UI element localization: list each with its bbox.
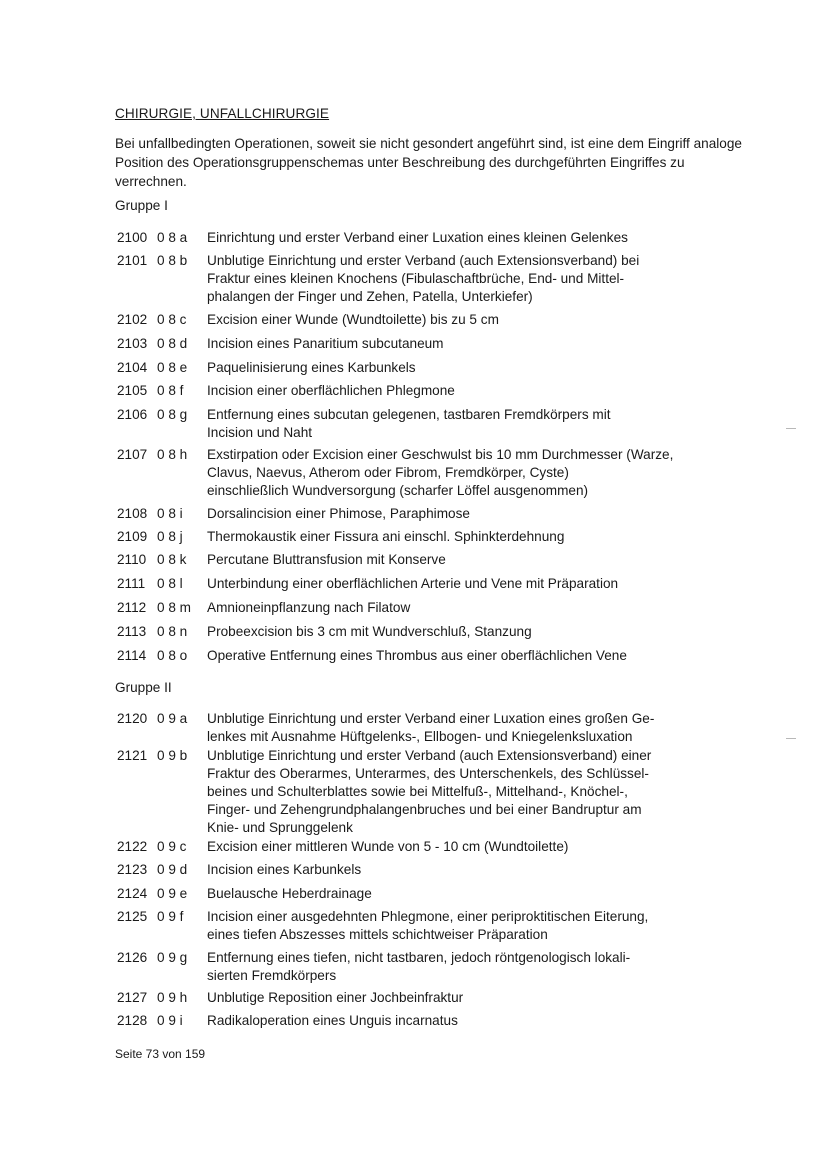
tariff-description [207, 382, 727, 400]
description-line: Buelausche Heberdrainage [207, 886, 372, 901]
tariff-code: 0 9 b [157, 748, 188, 763]
description-line: Amnioneinpflanzung nach Filatow [207, 600, 411, 615]
tariff-row [117, 335, 727, 353]
tariff-description [207, 505, 727, 523]
tariff-row [117, 710, 727, 746]
tariff-number: 2113 [117, 624, 147, 639]
tariff-code: 0 8 e [157, 360, 188, 375]
tariff-code: 0 8 o [157, 648, 188, 663]
tariff-code: 0 8 h [157, 447, 188, 462]
tariff-row [117, 311, 727, 329]
description-line: Incision und Naht [207, 425, 313, 440]
description-line: beines und Schulterblattes sowie bei Mittelfuß-, Mittelhand-, Knöchel-, [207, 784, 628, 799]
tariff-description [207, 1012, 727, 1030]
tariff-number: 2120 [117, 711, 148, 726]
tariff-code: 0 9 d [157, 862, 188, 877]
tariff-row [117, 406, 727, 442]
description-line: Unterbindung einer oberflächlichen Arterie und Vene mit Präparation [207, 576, 619, 591]
tariff-number: 2122 [117, 839, 148, 854]
tariff-number: 2107 [117, 447, 148, 462]
description-line: Entfernung eines tiefen, nicht tastbaren, jedoch röntgenologisch lokali- [207, 950, 631, 965]
page-title: CHIRURGIE, UNFALLCHIRURGIE [115, 106, 330, 121]
tariff-description [207, 647, 727, 665]
tariff-description [207, 575, 727, 593]
tariff-description [207, 599, 727, 617]
tariff-description [207, 528, 727, 546]
tariff-row [117, 575, 727, 593]
description-line: Unblutige Einrichtung und erster Verband einer Luxation eines großen Ge- [207, 711, 655, 726]
tariff-code: 0 9 g [157, 950, 188, 965]
tariff-code: 0 8 j [157, 529, 183, 544]
tariff-number: 2110 [117, 552, 147, 567]
description-line: Operative Entfernung eines Thrombus aus einer oberflächlichen Vene [207, 648, 627, 663]
tariff-code: 0 8 g [157, 407, 188, 422]
tariff-number: 2124 [117, 886, 148, 901]
tariff-description [207, 989, 727, 1007]
tariff-row [117, 861, 727, 879]
tariff-number: 2103 [117, 336, 148, 351]
description-line: Excision einer mittleren Wunde von 5 - 10 cm (Wundtoilette) [207, 839, 569, 854]
description-line: Thermokaustik einer Fissura ani einschl. Sphinkterdehnung [207, 529, 565, 544]
tariff-row [117, 623, 727, 641]
tariff-row [117, 382, 727, 400]
description-line: Incision eines Karbunkels [207, 862, 362, 877]
description-line: Fraktur des Oberarmes, Unterarmes, des Unterschenkels, des Schlüssel- [207, 766, 649, 781]
scan-artifact [786, 738, 796, 739]
tariff-number: 2127 [117, 990, 148, 1005]
tariff-row [117, 229, 727, 247]
tariff-number: 2128 [117, 1013, 148, 1028]
description-line: Probeexcision bis 3 cm mit Wundverschluß, Stanzung [207, 624, 532, 639]
description-line: eines tiefen Abszesses mittels schichtweiser Präparation [207, 927, 548, 942]
tariff-number: 2100 [117, 230, 148, 245]
tariff-code: 0 8 n [157, 624, 188, 639]
description-line: Einrichtung und erster Verband einer Luxation eines kleinen Gelenkes [207, 230, 628, 245]
tariff-number: 2111 [117, 576, 146, 591]
tariff-number: 2101 [117, 253, 148, 268]
tariff-number: 2104 [117, 360, 148, 375]
tariff-code: 0 8 f [157, 383, 184, 398]
tariff-number: 2108 [117, 506, 148, 521]
tariff-number: 2114 [117, 648, 147, 663]
tariff-number: 2102 [117, 312, 148, 327]
tariff-row [117, 838, 727, 856]
description-line: Clavus, Naevus, Atherom oder Fibrom, Fremdkörper, Cyste) [207, 465, 569, 480]
description-line: Incision eines Panaritium subcutaneum [207, 336, 444, 351]
description-line: Paquelinisierung eines Karbunkels [207, 360, 416, 375]
tariff-number: 2109 [117, 529, 148, 544]
tariff-description [207, 908, 727, 944]
description-line: Entfernung eines subcutan gelegenen, tastbaren Fremdkörpers mit [207, 407, 611, 422]
description-line: Finger- und Zehengrundphalangenbruches und bei einer Bandruptur am [207, 802, 642, 817]
tariff-row [117, 949, 727, 985]
description-line: Unblutige Einrichtung und erster Verband (auch Extensionsverband) bei [207, 253, 640, 268]
tariff-row [117, 551, 727, 569]
description-line: Unblutige Einrichtung und erster Verband (auch Extensionsverband) einer [207, 748, 652, 763]
tariff-number: 2121 [117, 748, 148, 763]
description-line: Dorsalincision einer Phimose, Paraphimose [207, 506, 470, 521]
tariff-description [207, 311, 727, 329]
tariff-code: 0 8 i [157, 506, 183, 521]
tariff-code: 0 8 c [157, 312, 187, 327]
tariff-description [207, 551, 727, 569]
tariff-description [207, 252, 727, 306]
description-line: einschließlich Wundversorgung (scharfer Löffel ausgenommen) [207, 483, 589, 498]
description-line: Unblutige Reposition einer Jochbeinfraktur [207, 990, 464, 1005]
tariff-description [207, 949, 727, 985]
tariff-description [207, 446, 727, 500]
tariff-number: 2106 [117, 407, 148, 422]
tariff-row [117, 747, 727, 837]
description-line: Radikaloperation eines Unguis incarnatus [207, 1013, 458, 1028]
tariff-code: 0 9 e [157, 886, 188, 901]
description-line: sierten Fremdkörpers [207, 968, 337, 983]
description-line: Exstirpation oder Excision einer Geschwulst bis 10 mm Durchmesser (Warze, [207, 447, 674, 462]
tariff-code: 0 9 i [157, 1013, 183, 1028]
tariff-row [117, 505, 727, 523]
tariff-code: 0 9 h [157, 990, 188, 1005]
description-line: Incision einer oberflächlichen Phlegmone [207, 383, 455, 398]
description-line: Fraktur eines kleinen Knochens (Fibulaschaftbrüche, End- und Mittel- [207, 271, 625, 286]
tariff-row [117, 885, 727, 903]
tariff-row [117, 647, 727, 665]
scan-artifact [786, 428, 796, 429]
group-heading-2: Gruppe II [115, 680, 172, 695]
group-heading-1: Gruppe I [115, 198, 168, 213]
page-footer: Seite 73 von 159 [115, 1047, 206, 1061]
tariff-description [207, 359, 727, 377]
tariff-description [207, 406, 727, 442]
tariff-code: 0 8 k [157, 552, 187, 567]
tariff-code: 0 8 a [157, 230, 188, 245]
tariff-description [207, 747, 727, 837]
description-line: lenkes mit Ausnahme Hüftgelenks-, Ellbogen- und Kniegelenksluxation [207, 729, 633, 744]
tariff-row [117, 252, 727, 306]
tariff-description [207, 229, 727, 247]
tariff-number: 2105 [117, 383, 148, 398]
tariff-row [117, 359, 727, 377]
tariff-code: 0 9 c [157, 839, 187, 854]
description-line: Knie- und Sprunggelenk [207, 820, 353, 835]
intro-paragraph: Bei unfallbedingten Operationen, soweit sie nicht gesondert angeführt sind, ist eine dem Eingriff analoge Position des Operationsgruppenschemas unter Beschreibung des durchgeführten Eingriffes zu verrechnen. [115, 136, 742, 189]
tariff-row [117, 1012, 727, 1030]
tariff-number: 2126 [117, 950, 148, 965]
tariff-row [117, 908, 727, 944]
tariff-description [207, 710, 727, 746]
description-line: Excision einer Wunde (Wundtoilette) bis zu 5 cm [207, 312, 499, 327]
tariff-code: 0 9 a [157, 711, 188, 726]
tariff-code: 0 9 f [157, 909, 184, 924]
description-line: Incision einer ausgedehnten Phlegmone, einer periproktitischen Eiterung, [207, 909, 649, 924]
tariff-row [117, 599, 727, 617]
tariff-row [117, 446, 727, 500]
tariff-number: 2125 [117, 909, 148, 924]
tariff-number: 2112 [117, 600, 147, 615]
description-line: Percutane Bluttransfusion mit Konserve [207, 552, 446, 567]
tariff-row [117, 528, 727, 546]
description-line: phalangen der Finger und Zehen, Patella, Unterkiefer) [207, 289, 533, 304]
tariff-description [207, 623, 727, 641]
tariff-row [117, 989, 727, 1007]
tariff-description [207, 885, 727, 903]
tariff-code: 0 8 b [157, 253, 188, 268]
tariff-code: 0 8 m [157, 600, 191, 615]
tariff-description [207, 335, 727, 353]
tariff-number: 2123 [117, 862, 148, 877]
tariff-description [207, 838, 727, 856]
tariff-code: 0 8 l [157, 576, 183, 591]
tariff-description [207, 861, 727, 879]
tariff-code: 0 8 d [157, 336, 188, 351]
